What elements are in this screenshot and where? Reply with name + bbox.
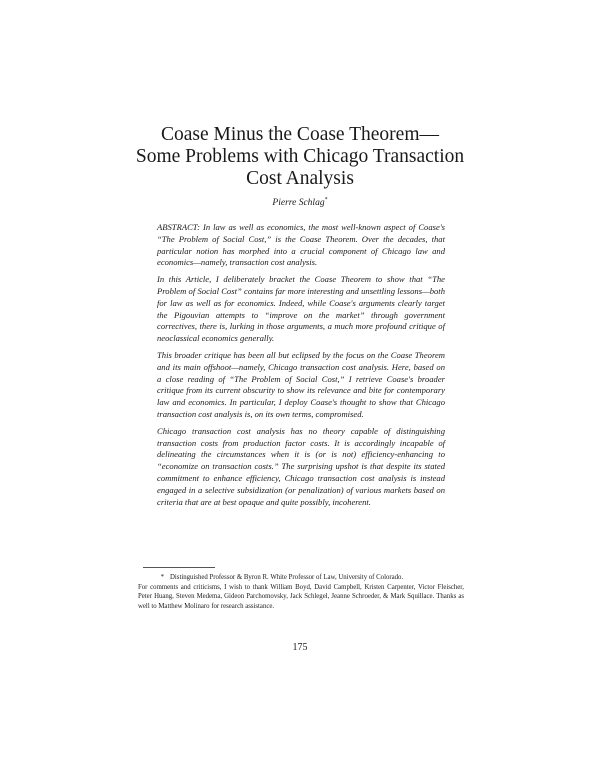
footnote-first-line <box>138 573 464 583</box>
footnote-separator <box>143 567 215 568</box>
abstract-paragraph-1: ABSTRACT: In law as well as economics, the most well-known aspect of Coase's “The Problem of Social Cost,” is the Coase Theorem. Over the decades, that particular notion has morphed into a crucial component of Chicago law and economics—namely, transaction cost analysis. <box>157 222 445 268</box>
footnote-affiliation: Distinguished Professor & Byron R. White Professor of Law, University of Colorado. <box>170 574 404 581</box>
author-byline <box>0 197 600 208</box>
title-line-1: Coase Minus the Coase Theorem— <box>160 124 439 145</box>
page-number: 175 <box>292 642 308 653</box>
abstract <box>157 222 445 513</box>
article-title <box>100 124 500 190</box>
footnote <box>138 573 464 611</box>
title-line-3: Cost Analysis <box>246 168 354 189</box>
title-line-2: Some Problems with Chicago Transaction <box>135 146 465 167</box>
author-footnote-mark: * <box>324 197 328 203</box>
abstract-paragraph-3: This broader critique has been all but eclipsed by the focus on the Coase Theorem and its main offshoot—namely, Chicago transaction cost analysis. Here, based on a close reading of “The Problem of Social Cost,” I retrieve Coase's broader critique from its current obscurity to show its relevance and bite for contemporary law and economics. In particular, I deploy Coase's thought to show that Chicago transaction cost analysis is, on its own terms, compromised. <box>157 349 445 419</box>
abstract-paragraph-2: In this Article, I deliberately bracket the Coase Theorem to show that “The Problem of Social Cost” contains far more interesting and unsettling lessons—both for law as well as for economics. Indeed, while Coase's arguments clearly target the Pigouvian attempts to “improve on the market” through government correctives, there is, lurking in those arguments, a much more profound critique of neoclassical economics generally. <box>157 274 445 344</box>
abstract-paragraph-4: Chicago transaction cost analysis has no theory capable of distinguishing transaction costs from production factor costs. It is accordingly incapable of delineating the circumstances when it is (or is not) efficiency-enhancing to “economize on transaction costs.” The surprising upshot is that despite its stated commitment to enhance efficiency, Chicago transaction cost analysis is instead engaged in a selective subsidization (or penalization) of various markets based on criteria that are at best opaque and quite possibly, incoherent. <box>157 425 445 507</box>
footnote-acknowledgments: For comments and criticisms, I wish to thank William Boyd, David Campbell, Kristen Carpenter, Victor Fleischer, Peter Huang, Steven Medema, Gideon Parchomovsky, Jack Schlegel, Jeanne Schroeder, & Mark Squillace. Thanks as well to Matthew Molinaro for research assistance. <box>138 583 464 610</box>
author-name: Pierre Schlag <box>272 198 325 209</box>
footnote-mark: * <box>160 574 164 581</box>
